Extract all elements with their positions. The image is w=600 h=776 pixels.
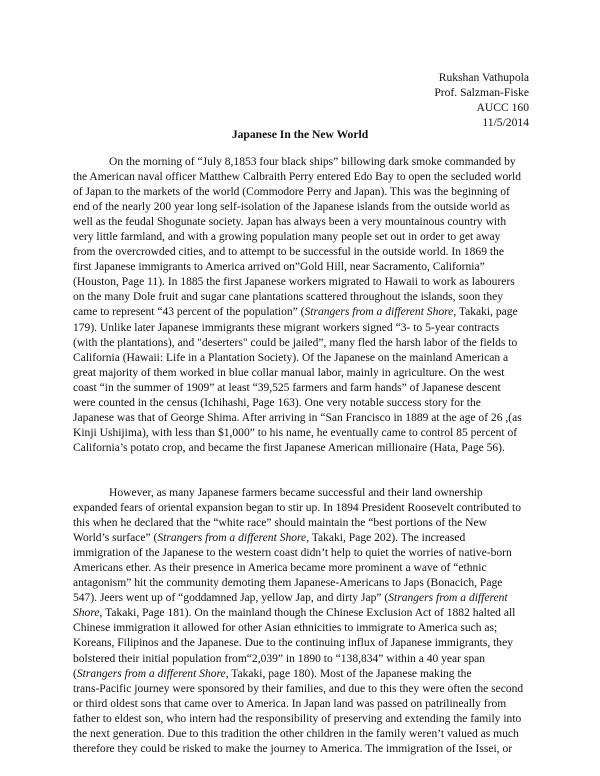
text-line [73,336,528,351]
text-segment: antagonism” hit the community demoting them Japanese-Americans to Japs (Bonacich, Page [73,577,503,590]
text-line [73,381,528,396]
text-line [73,245,528,260]
text-segment: Chinese immigration it allowed for other Asian ethnicities to immigrate to America such as; [73,622,498,635]
text-segment: or third oldest sons that came over to America. In Japan land was passed on patrilineally from [73,697,507,710]
text-line [73,170,528,185]
text-line [73,576,528,591]
text-line [73,185,528,200]
text-line [73,275,528,290]
text-line [73,200,528,215]
text-segment: came to represent “43 percent of the population” ( [73,306,305,319]
text-segment: trans-Pacific journey were sponsored by their families, and due to this they were often the second [73,682,524,695]
text-segment: , Takaki, page [453,306,518,319]
author-name: Rukshan Vathupola [438,71,529,84]
text-segment: immigration of the Japanese to the western coast didn’t help to quiet the worries of native-born [73,547,512,560]
text-segment: (Houston, Page 11). In 1885 the first Japanese workers migrated to Hawaii to work as labourers [73,276,515,289]
text-line [73,215,528,230]
text-line [73,426,528,441]
document-date: 11/5/2014 [482,116,529,129]
citation-title: Strangers from a different Shore [157,532,307,545]
text-segment: father to eldest son, who intern had the responsibility of preserving and extending the family into [73,712,522,725]
text-line [73,155,528,170]
text-line [73,321,528,336]
header-block [434,70,529,130]
text-line [73,366,528,381]
citation-title: Shore [73,607,100,620]
text-line [73,606,528,621]
text-segment: , Takaki, page 180). Most of the Japanese making the [225,667,472,680]
text-segment: ( [73,667,77,680]
text-segment: well as the feudal Shogunate society. Japan has always been a very mountainous country with [73,216,507,229]
text-segment: great majority of them worked in blue collar manual labor, mainly in agriculture. On the west [73,366,505,379]
text-segment: Americans ether. As their presence in America became more prominent a wave of “ethnic [73,562,487,575]
paragraph-1 [73,155,528,456]
text-line [73,712,528,727]
text-segment: , Takaki, Page 181). On the mainland though the Chinese Exclusion Act of 1882 halted all [99,607,516,620]
text-segment: were counted in the census (Ichihashi, Page 163). One very notable success story for the [73,396,481,409]
text-segment: , Takaki, Page 202). The increased [306,532,466,545]
text-line [73,411,528,426]
text-segment: therefore they could be risked to make the journey to America. The immigration of the Issei, or [73,742,513,755]
text-segment: 547). Jeers went up of “goddamned Jap, yellow Jap, and dirty Jap” ( [73,592,389,605]
text-line [73,230,528,245]
text-line [73,486,528,501]
text-segment: expanded fears of oriental expansion began to stir up. In 1894 President Roosevelt contributed to [73,502,521,515]
text-segment: California (Hawaii: Life in a Plantation Society). Of the Japanese on the mainland American a [73,351,509,364]
text-segment: However, as many Japanese farmers became successful and their land ownership [109,487,483,499]
text-line [73,667,528,682]
text-segment: this when he declared that the “white race” should maintain the “best portions of the New [73,517,487,530]
text-segment: World’s surface” ( [73,532,158,545]
text-segment: Japanese was that of George Shima. After arriving in “San Francisco in 1889 at the age of 26 ,(as [73,411,522,424]
text-segment: the next generation. Due to this tradition the other children in the family weren’t valued as much [73,727,519,740]
text-line [73,501,528,516]
text-line [73,591,528,606]
text-line [73,290,528,305]
citation-title: Strangers from a different Shore [76,667,226,680]
text-segment: end of the nearly 200 year long self-isolation of the Japanese islands from the outside world as [73,201,510,214]
citation-title: Strangers from a different Shore [304,306,454,319]
text-line [73,531,528,546]
professor-name: Prof. Salzman-Fiske [434,86,529,99]
text-segment: bolstered their initial population from“2,039” in 1890 to “138,834” within a 40 year span [73,652,486,665]
text-line [73,516,528,531]
text-line [73,351,528,366]
text-line [73,742,528,757]
text-segment: On the morning of “July 8,1853 four black ships” billowing dark smoke commanded by [109,156,516,168]
text-segment: Kinji Ushijima), with less than $1,000” to his name, he eventually came to control 85 percent of [73,426,518,439]
text-segment: of Japan to the markets of the world (Commodore Perry and Japan). This was the beginning of [73,186,510,199]
citation-title: Strangers from a different [388,592,508,605]
text-line [73,652,528,667]
text-line [73,561,528,576]
text-line [73,441,528,456]
text-line [73,682,528,697]
document-title: Japanese In the New World [231,128,369,141]
text-line [73,396,528,411]
text-line [73,636,528,651]
text-segment: very little farmland, and with a growing population many people set out in order to get away [73,231,501,244]
text-segment: California’s potato crop, and became the first Japanese American millionaire (Hata, Page 56). [73,441,505,454]
course-code: AUCC 160 [476,101,529,114]
text-segment: on the many Dole fruit and sugar cane plantations scattered throughout the islands, soon they [73,291,504,304]
text-segment: from the overcrowded cities, and to attempt to be successful in the outside world. In 1869 the [73,246,504,259]
text-line [73,621,528,636]
text-line [73,546,528,561]
text-segment: Koreans, Filipinos and the Japanese. Due to the continuing influx of Japanese immigrants, they [73,637,513,650]
paragraph-2 [73,486,528,757]
text-line [73,305,528,320]
text-segment: (with the plantations), and "deserters" could be jailed”, many fled the harsh labor of the fields to [73,336,518,349]
text-segment: coast “in the summer of 1909” at least “39,525 farmers and farm hands” of Japanese descent [73,381,501,394]
text-line [73,727,528,742]
text-segment: 179). Unlike later Japanese immigrants these migrant workers signed “3- to 5-year contracts [73,321,500,334]
text-line [73,260,528,275]
text-segment: first Japanese immigrants to America arrived on”Gold Hill, near Sacramento, California” [73,261,485,274]
text-segment: the American naval officer Matthew Calbraith Perry entered Edo Bay to open the secluded world [73,171,522,184]
text-line [73,697,528,712]
